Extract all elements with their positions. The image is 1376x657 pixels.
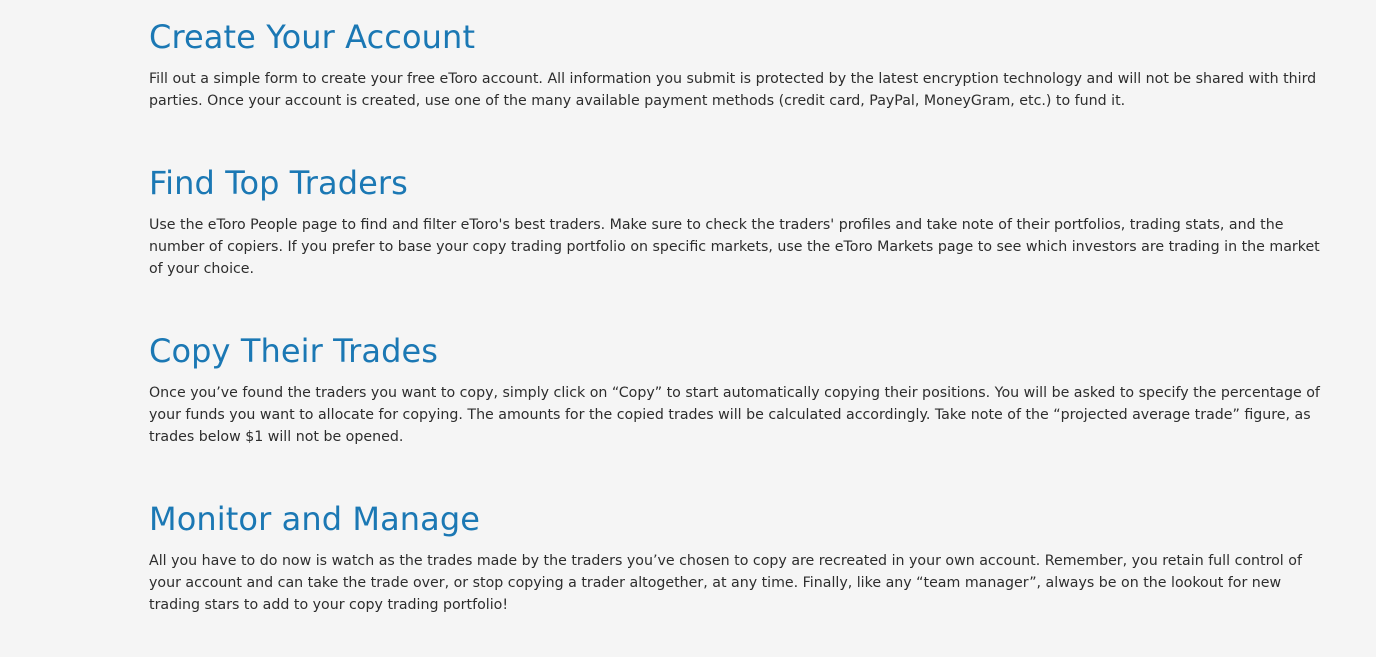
step-find-traders [149,163,1324,280]
step-description: Use the eToro People page to find and filter eToro's best traders. Make sure to check the traders' profiles and take note of their portfolios, trading stats, and the number of copiers. If you prefer to base your copy trading portfolio on specific markets, use the eToro Markets page to see which investors are trading in the market of your choice. [149,217,1320,277]
step-title: Copy Their Trades [149,332,439,370]
step-description: Once you’ve found the traders you want to copy, simply click on “Copy” to start automatically copying their positions. You will be asked to specify the percentage of your funds you want to allocate for copying. The amounts for the copied trades will be calculated accordingly. Take note of the “projected average trade” figure, as trades below $1 will not be opened. [149,385,1320,445]
step-title: Find Top Traders [149,164,408,202]
step-title: Monitor and Manage [149,500,481,538]
step-title: Create Your Account [149,18,476,56]
step-copy-trades [149,331,1324,448]
step-create-account [149,17,1324,112]
step-monitor-manage [149,499,1324,616]
step-description: Fill out a simple form to create your free eToro account. All information you submit is protected by the latest encryption technology and will not be shared with third parties. Once your account is created, use one of the many available payment methods (credit card, PayPal, MoneyGram, etc.) to fund it. [149,71,1317,109]
step-description: All you have to do now is watch as the trades made by the traders you’ve chosen to copy are recreated in your own account. Remember, you retain full control of your account and can take the trade over, or stop copying a trader altogether, at any time. Finally, like any “team manager”, always be on the lookout for new trading stars to add to your copy trading portfolio! [149,553,1302,613]
